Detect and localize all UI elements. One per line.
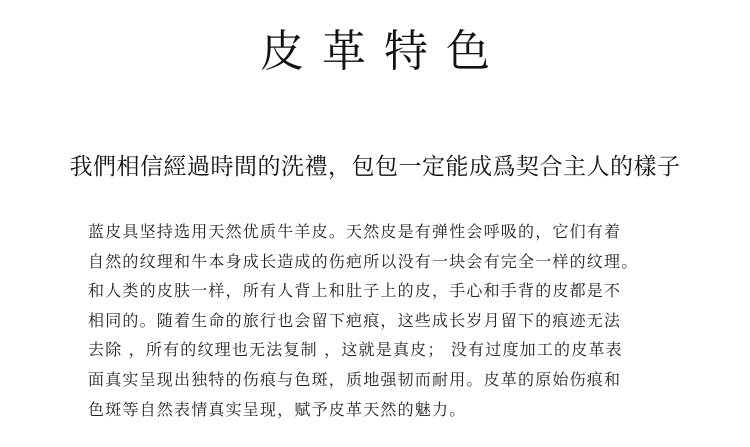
body-line: 去除 ，所有的纹理也无法复制 ，这就是真皮； 没有过度加工的皮革表 (88, 340, 623, 360)
body-line: 和人类的皮肤一样，所有人背上和肚子上的皮，手心和手背的皮都是不 (88, 281, 622, 301)
body-line: 面真实呈现出独特的伤痕与色斑，质地强韧而耐用。皮革的原始伤痕和 (88, 369, 622, 389)
body-paragraph (88, 217, 678, 424)
page-subtitle: 我們相信經過時間的洗禮，包包一定能成爲契合主人的樣子 (69, 154, 681, 180)
body-line: 相同的。随着生命的旅行也会留下疤痕，这些成长岁月留下的痕迹无法 (88, 310, 622, 330)
page-title: 皮革特色 (260, 26, 508, 77)
body-line: 蓝皮具坚持选用天然优质牛羊皮。天然皮是有弹性会呼吸的，它们有着 (88, 222, 622, 241)
body-line: 色斑等自然表情真实呈现，赋予皮革天然的魅力。 (88, 399, 467, 419)
body-line: 自然的纹理和牛本身成长造成的伤疤所以没有一块会有完全一样的纹理。 (88, 251, 639, 271)
